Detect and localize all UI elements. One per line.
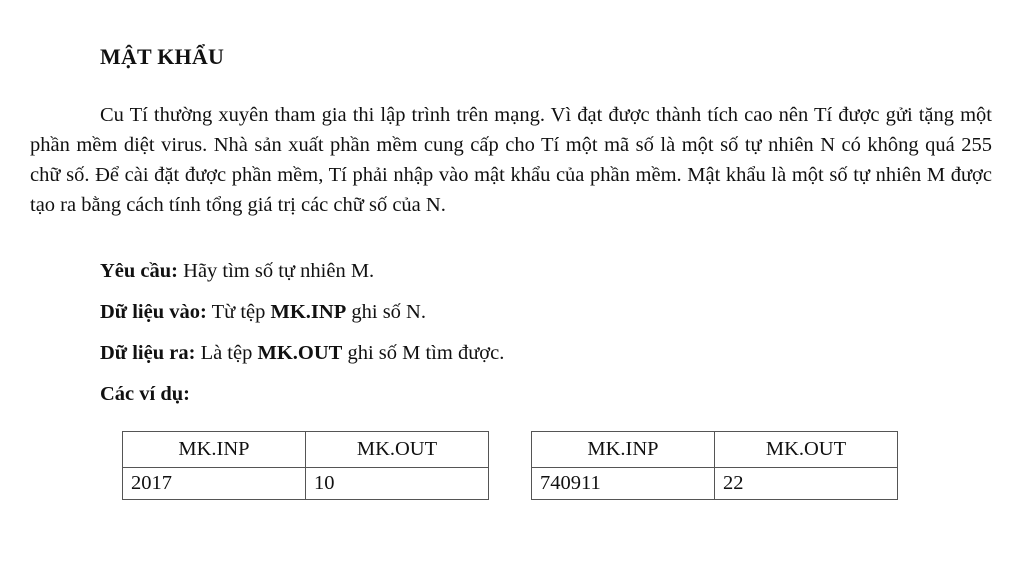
output-text-pre: Là tệp xyxy=(195,342,258,364)
header-input: MK.INP xyxy=(123,432,306,468)
requirement-line xyxy=(100,256,374,286)
input-file-name: MK.INP xyxy=(270,301,347,323)
output-file-name: MK.OUT xyxy=(257,342,343,364)
output-label: Dữ liệu ra: xyxy=(100,342,196,364)
requirement-label: Yêu cầu: xyxy=(100,260,179,282)
output-line xyxy=(100,338,504,368)
problem-statement: Cu Tí thường xuyên tham gia thi lập trình trên mạng. Vì đạt được thành tích cao nên Tí được gửi tặng một phần mềm diệt virus. Nhà sản xuất phần mềm cung cấp cho Tí một mã số là một số tự nhiên N có không quá 255 chữ số. Để cài đặt được phần mềm, Tí phải nhập vào mật khẩu của phần mềm. Mật khẩu là một số tự nhiên M được tạo ra bằng cách tính tổng giá trị các chữ số của N. xyxy=(30,104,992,216)
cell-input: 2017 xyxy=(123,468,306,500)
input-text-post: ghi số N. xyxy=(346,301,426,323)
requirement-text: Hãy tìm số tự nhiên M. xyxy=(178,260,375,282)
table-row xyxy=(123,468,489,500)
problem-title: MẬT KHẨU xyxy=(100,44,225,69)
table-row xyxy=(532,468,898,500)
header-input: MK.INP xyxy=(532,432,715,468)
examples-label: Các ví dụ: xyxy=(100,383,190,405)
table-header-row xyxy=(123,432,489,468)
output-text-post: ghi số M tìm được. xyxy=(342,342,505,364)
header-output: MK.OUT xyxy=(715,432,898,468)
example-table-1 xyxy=(122,431,489,500)
table-header-row xyxy=(532,432,898,468)
cell-input: 740911 xyxy=(532,468,715,500)
cell-output: 22 xyxy=(715,468,898,500)
input-label: Dữ liệu vào: xyxy=(100,301,207,323)
input-text-pre: Từ tệp xyxy=(206,301,271,323)
input-line xyxy=(100,297,426,327)
example-table-2 xyxy=(531,431,898,500)
cell-output: 10 xyxy=(306,468,489,500)
header-output: MK.OUT xyxy=(306,432,489,468)
examples-heading xyxy=(100,379,190,409)
